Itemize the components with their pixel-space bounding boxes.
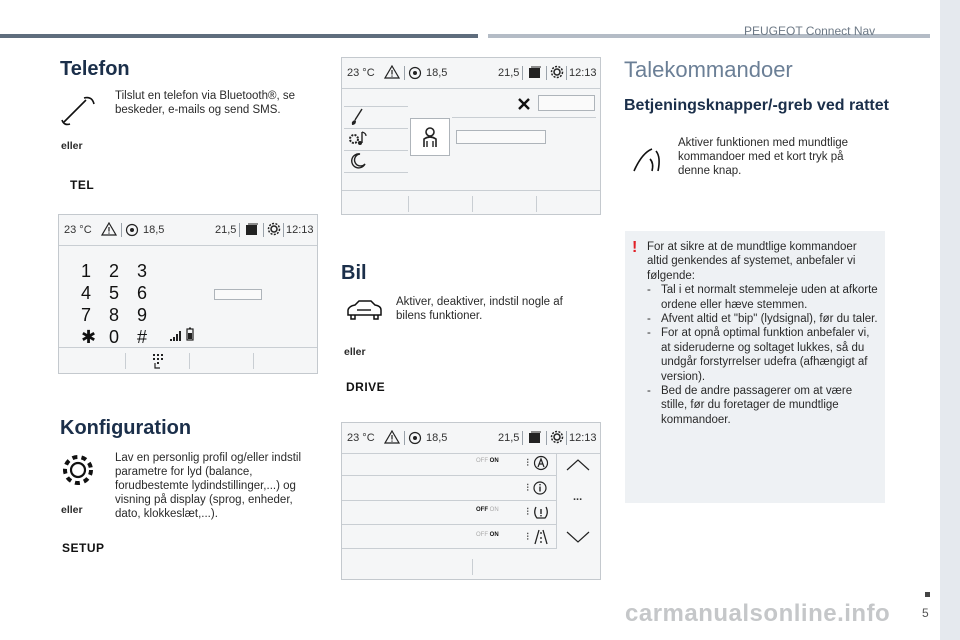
more-options[interactable]: ... xyxy=(573,491,583,503)
warning-icon xyxy=(384,65,400,79)
key-2[interactable]: 2 xyxy=(109,261,120,281)
talekommandoer-description: Aktiver funktionen med mundtlige kommandoer med et kort tryk på denne knap. xyxy=(678,137,849,177)
key-star[interactable]: ✱ xyxy=(81,327,97,347)
warning-icon xyxy=(384,430,400,444)
warning-icon xyxy=(101,222,117,236)
bil-description: Aktiver, deaktiver, indstil nogle af bilens funktioner. xyxy=(396,296,563,322)
lane-assist-icon[interactable] xyxy=(533,455,549,471)
note-intro: For at sikre at de mundtlige kommandoer altid genkendes af systemet, anbefaler vi følgende: xyxy=(647,241,857,282)
dial-number-field[interactable] xyxy=(214,289,262,300)
key-0[interactable]: 0 xyxy=(109,327,120,347)
row-dots: ⁝ xyxy=(526,531,530,543)
info-icon[interactable] xyxy=(533,481,547,495)
brand-header: PEUGEOT Connect Nav xyxy=(744,24,876,38)
settings-gear-icon xyxy=(550,65,564,79)
talekommandoer-subtitle: Betjeningsknapper/-greb ved rattet xyxy=(624,97,889,114)
note-item: - Bed de andre passagerer om at være stille, før du foretager de mundtlige kommandoer. xyxy=(647,384,879,427)
settings-gear-icon xyxy=(550,430,564,444)
signal-strength-icon xyxy=(169,330,183,342)
toggle-row-1[interactable] xyxy=(476,458,499,464)
telefon-description: Tilslut en telefon via Bluetooth®, se beskeder, e-mails og send SMS. xyxy=(115,90,296,116)
toggle-row-3[interactable] xyxy=(476,507,499,513)
drive-screen xyxy=(341,422,601,580)
top-rule-dark xyxy=(0,34,478,38)
phone-icon xyxy=(58,90,98,130)
toggle-off-label: OFF xyxy=(476,532,488,538)
note-item: - For at opnå optimal funktion anbefaler vi, at sideruderne og soltaget lukkes, så du undgår forstyrrelser udefra (afhængigt af version). xyxy=(647,326,879,384)
phone-screen xyxy=(58,214,318,374)
bil-or: eller xyxy=(344,346,366,358)
battery-icon xyxy=(186,327,194,341)
config-screen xyxy=(341,57,601,215)
night-mode-icon[interactable] xyxy=(350,153,366,169)
key-9[interactable]: 9 xyxy=(137,305,148,325)
navigation-target-icon xyxy=(125,223,139,237)
status-bar xyxy=(59,215,317,245)
row-dots: ⁝ xyxy=(526,506,530,518)
status-time: 12:13 xyxy=(569,67,597,79)
telefon-or: eller xyxy=(61,140,83,152)
key-1[interactable]: 1 xyxy=(81,261,92,281)
status-time: 12:13 xyxy=(286,224,314,236)
status-right-value: 21,5 xyxy=(498,432,520,444)
tyre-pressure-icon[interactable] xyxy=(533,505,549,520)
setup-key: SETUP xyxy=(62,541,105,555)
status-bar xyxy=(342,58,600,88)
note-item: - Tal i et normalt stemmeleje uden at afkorte ordene eller hæve stemmen. xyxy=(647,283,879,312)
messages-icon xyxy=(528,431,542,445)
chevron-up-icon[interactable] xyxy=(566,459,590,471)
page-number: 5 xyxy=(922,606,929,620)
car-icon xyxy=(345,298,383,324)
keypad-icon[interactable] xyxy=(151,353,165,369)
key-7[interactable]: 7 xyxy=(81,305,92,325)
tel-key: TEL xyxy=(70,178,95,192)
drive-key: DRIVE xyxy=(346,380,386,394)
konfiguration-or: eller xyxy=(61,504,83,516)
konfiguration-description: Lav en personlig profil og/eller indstil parametre for lyd (balance, forudbestemte lydindstillinger,...) og visning på display (sprog, enheder, dato, klokkeslæt,...). xyxy=(115,452,302,520)
messages-icon xyxy=(528,66,542,80)
bil-title: Bil xyxy=(341,262,367,284)
key-5[interactable]: 5 xyxy=(109,283,120,303)
navigation-target-icon xyxy=(408,431,422,445)
toggle-on-label: ON xyxy=(489,507,499,513)
status-temp: 23 °C xyxy=(64,224,92,236)
brush-icon[interactable] xyxy=(350,108,364,126)
toggle-off-label: OFF xyxy=(476,507,488,513)
close-icon[interactable] xyxy=(518,98,530,110)
telefon-title: Telefon xyxy=(60,58,130,80)
konfiguration-title: Konfiguration xyxy=(60,417,192,439)
warning-exclamation-icon: ! xyxy=(632,239,638,256)
key-4[interactable]: 4 xyxy=(81,283,92,303)
settings-gear-icon xyxy=(267,222,281,236)
profile-person-icon[interactable] xyxy=(421,126,439,148)
status-temp: 23 °C xyxy=(347,432,375,444)
page-edge-strip xyxy=(940,0,960,640)
status-bar xyxy=(342,423,600,453)
voice-command-icon xyxy=(628,141,664,177)
chevron-down-icon[interactable] xyxy=(566,531,590,543)
toggle-on-label: ON xyxy=(489,532,499,538)
messages-icon xyxy=(245,223,259,237)
status-time: 12:13 xyxy=(569,432,597,444)
toggle-off-label: OFF xyxy=(476,458,488,464)
status-left-value: 18,5 xyxy=(426,67,448,79)
watermark: carmanualsonline.info xyxy=(625,600,891,627)
row-dots: ⁝ xyxy=(526,457,530,469)
status-right-value: 21,5 xyxy=(498,67,520,79)
status-left-value: 18,5 xyxy=(143,224,165,236)
navigation-target-icon xyxy=(408,66,422,80)
key-6[interactable]: 6 xyxy=(137,283,148,303)
road-icon[interactable] xyxy=(534,529,548,545)
key-hash[interactable]: # xyxy=(137,327,148,347)
note-item: - Afvent altid et "bip" (lydsignal), før du taler. xyxy=(647,312,879,326)
profile-name-field[interactable] xyxy=(538,95,595,111)
toggle-on-label: ON xyxy=(489,458,499,464)
voice-tips-text xyxy=(647,240,879,427)
audio-settings-icon[interactable] xyxy=(348,130,370,148)
key-3[interactable]: 3 xyxy=(137,261,148,281)
page-marker xyxy=(925,592,930,597)
key-8[interactable]: 8 xyxy=(109,305,120,325)
profile-option-field[interactable] xyxy=(456,130,546,144)
talekommandoer-title: Talekommandoer xyxy=(624,57,793,82)
status-right-value: 21,5 xyxy=(215,224,237,236)
row-dots: ⁝ xyxy=(526,482,530,494)
status-temp: 23 °C xyxy=(347,67,375,79)
setup-gear-icon xyxy=(60,452,96,488)
status-left-value: 18,5 xyxy=(426,432,448,444)
toggle-row-4[interactable] xyxy=(476,532,499,538)
